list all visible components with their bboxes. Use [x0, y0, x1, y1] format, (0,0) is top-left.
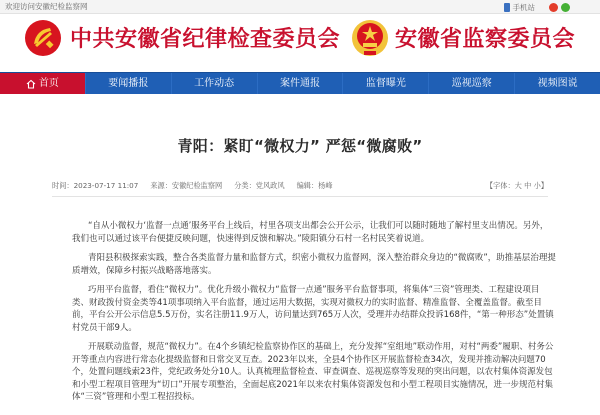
- article-title: 青阳：紧盯“微权力” 严惩“微腐败”: [177, 137, 423, 155]
- mobile-site-link[interactable]: 手机站: [512, 2, 535, 12]
- article-meta: [52, 181, 548, 191]
- main-navigation: [0, 72, 600, 94]
- banner-title-left: 中共安徽省纪律检查委员会: [70, 26, 341, 52]
- top-bar: [0, 0, 600, 14]
- article-category: 分类：党风政风: [234, 181, 285, 190]
- article-source: 来源：安徽纪检监察网: [150, 181, 223, 190]
- nav-item-inspection[interactable]: 巡视巡察: [429, 73, 515, 94]
- meta-divider: [52, 196, 548, 197]
- article-paragraph: 巧用平台监督，看住“微权力”。优化升级小微权力“监督一点通”服务平台监督事项，将集体“三资”管理类、工程建设项目类、财政拨付资金类等41项事项纳入平台监督，通过运用大数据，实现对微权力的实时监督、精准监督、全覆盖监督。截至目前，平台公开公示信息5.5万份，实名注册11.9万人，访问量达到765万人次，受理并办结群众投诉168件，“第一种形态”处置镇村党员干部9人。: [72, 285, 554, 333]
- site-banner: [0, 14, 600, 72]
- welcome-text: 欢迎访问安徽纪检监察网: [5, 2, 88, 11]
- article-paragraph: 青阳县积极探索实践，整合各类监督力量和监督方式，织密小微权力监督网，深入整治群众身边的“微腐败”，助推基层治理提质增效，保障乡村振兴战略落地落实。: [72, 253, 556, 276]
- nav-item-work-updates[interactable]: 工作动态: [172, 73, 258, 94]
- nav-item-supervision-exposure[interactable]: 监督曝光: [343, 73, 429, 94]
- party-emblem-icon: [23, 18, 63, 58]
- nav-item-case-reports[interactable]: 案件通报: [258, 73, 344, 94]
- nav-item-videos[interactable]: 视频图说: [537, 78, 578, 89]
- mobile-phone-icon[interactable]: [504, 3, 510, 12]
- article-paragraph: “自从小微权力‘监督一点通’服务平台上线后，村里各项支出都会公开公示，让我们可以随时随地了解村里支出情况。另外，我们也可以通过该平台便捷反映问题，快速得到反馈和解决。”陵阳镇分石村一名村民笑着说道。: [72, 221, 549, 244]
- weibo-icon[interactable]: [549, 3, 558, 12]
- wechat-icon[interactable]: [561, 3, 570, 12]
- nav-item-home[interactable]: [0, 73, 86, 94]
- home-icon: [26, 79, 36, 89]
- nav-item-label: 首页: [38, 77, 59, 89]
- nav-item-news[interactable]: 要闻播报: [86, 73, 172, 94]
- article-editor: 编辑：杨峰: [296, 181, 333, 190]
- banner-title-right: 安徽省监察委员会: [395, 26, 576, 52]
- national-emblem-icon: [350, 18, 390, 58]
- article-body: [72, 220, 556, 411]
- top-bar-links: [504, 1, 571, 13]
- publish-time: 时间：2023-07-17 11:07: [52, 181, 139, 190]
- font-size-switcher[interactable]: 【字体：大 中 小】: [485, 181, 548, 190]
- article-paragraph: 开展联动监督，规范“微权力”。在4个乡镇纪检监察协作区的基础上，充分发挥“室组地”联动作用，对村“两委”履职、村务公开等重点内容进行常态化提级监督和日常交叉互查。2023年以来，全县4个协作区开展监督检查34次，发现并推动解决问题70个，处置问题线索23件，党纪政务处分10人。认真梳理监督检查、审查调查、巡视巡察等发现的突出问题，以农村集体资源发包和小型工程项目管理为“切口”开展专项整治，全面起底2021年以来农村集体资源发包和小型工程项目实施情况，进一步规范村集体“三资”管理和小型工程招投标。: [72, 342, 554, 402]
